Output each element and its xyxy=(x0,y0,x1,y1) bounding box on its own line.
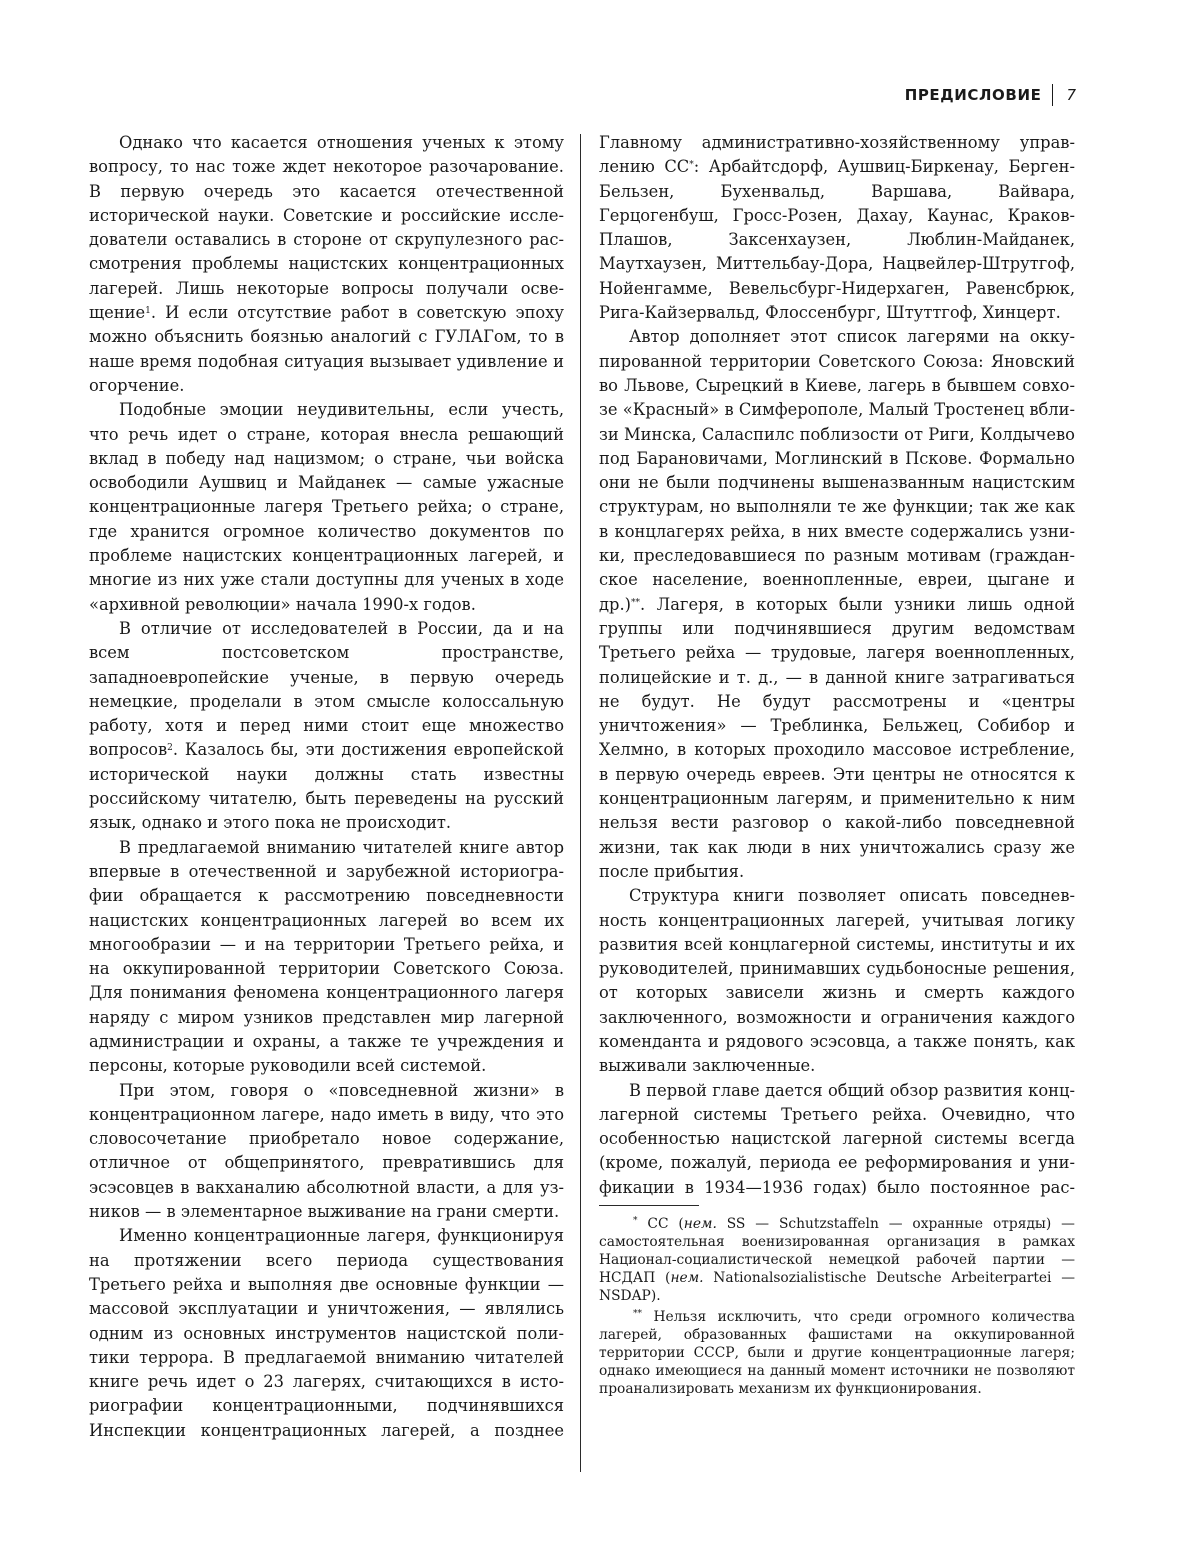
paragraph: Структура книги позволяет описать повседневность концентрационных лагерей, учитывая логику развития всей концлагерной системы, институты и их руководителей, принимавших судьбоносные решения, от которых зависели жизнь и смерть каждого заключенного, возможности и ограничения каждого коменданта и рядового эсэсовца, а также понять, как выживали заключенные. xyxy=(599,886,1075,1076)
paragraph: В первой главе дается общий обзор развития концлагерной системы Третьего рейха. Очевидно, что особенностью нацистской лагерной системы всегда (кроме, пожалуй, периода ее реформирования и унификации в 1934—1936 годах) было постоянное рас- xyxy=(599,1080,1075,1197)
section-title: ПРЕДИСЛОВИЕ xyxy=(904,86,1042,104)
footnote: ** Нельзя исключить, что среди огромного количества лагерей, образованных фашистами на оккупированной территории СССР, были и другие концентрационные лагеря; однако имеющиеся на данный момент источники не позволяют проанализировать механизм их функционирования. xyxy=(599,1309,1075,1397)
column-divider xyxy=(580,134,581,1472)
paragraph: Главному административно-хозяйственному управлению СС*: Арбайтсдорф, Аушвиц-Биркенау, Берген-Бельзен, Бухенвальд, Варшава, Вайвара, Герцогенбуш, Гросс-Розен, Дахау, Каунас, Краков-Плашов, Заксенхаузен, Люблин-Майданек, Маутхаузен, Миттельбау-Дора, Нацвейлер-Штрутгоф, Нойенгамме, Вевельсбург-Нидерхаген, Равенсбрюк, Рига-Кайзервальд, Флоссенбург, Штуттгоф, Хинцерт. xyxy=(599,133,1075,323)
header-separator xyxy=(1052,84,1053,106)
footnotes xyxy=(599,1215,1075,1398)
footnote-ref: 2 xyxy=(167,743,173,754)
footnote: * СС (нем. SS — Schutzstaffeln — охранные отряды) — самостоятельная военизированная организация в рамках Национал-социалистической немецкой рабочей партии — НСДАП (нем. Nationalsozialistische Deutsche Arbeiterpartei — NSDAP). xyxy=(599,1216,1075,1304)
footnote-ref: 1 xyxy=(145,306,151,317)
paragraph: Подобные эмоции неудивительны, если учесть, что речь идет о стране, которая внесла решающий вклад в победу над нацизмом; о стране, чьи войска освободили Аушвиц и Майданек — самые ужасные концентрационные лагеря Третьего рейха; о стране, где хранится огромное количество документов по проблеме нацистских концентрационных лагерей, и многие из них уже стали доступны для ученых в ходе «архивной революции» начала 1990-х годов. xyxy=(89,400,564,614)
paragraph: В отличие от исследователей в России, да и на всем постсоветском пространстве, западноевропейские ученые, в первую очередь немецкие, проделали в этом смысле колоссальную работу, хотя и перед ними стоит еще множество вопросов$^2$. Казалось бы, эти достижения европейской исторической науки должны стать известны российскому читателю, быть переведены на русский язык, однако и этого пока не происходит. xyxy=(89,618,564,833)
paragraph: Однако что касается отношения ученых к этому вопросу, то нас тоже ждет некоторое разочарование. В первую очередь это касается отечественной исторической науки. Советские и российские исследователи оставались в стороне от скрупулезного рассмотрения проблемы нацистских концентрационных лагерей. Лишь некоторые вопросы получали освещение$^1$. И если отсутствие работ в советскую эпоху можно объяснить боязнью аналогий с ГУЛАГом, то в наше время подобная ситуация вызывает удивление и огорчение. xyxy=(89,133,564,395)
left-column xyxy=(89,131,564,1443)
right-column xyxy=(599,131,1075,1200)
footnote-ref: ** xyxy=(630,597,640,608)
paragraph: В предлагаемой вниманию читателей книге автор впервые в отечественной и зарубежной историографии обращается к рассмотрению повседневности нацистских концентрационных лагерей во всем их многообразии — и на территории Третьего рейха, и на оккупированной территории Советского Союза. Для понимания феномена концентрационного лагеря наряду с миром узников представлен мир лагерной администрации и охраны, а также те учреждения и персоны, которые руководили всей системой. xyxy=(89,837,564,1076)
paragraph: При этом, говоря о «повседневной жизни» в концентрационном лагере, надо иметь в виду, что это словосочетание приобретало новое содержание, отличное от общепринятого, превратившись для эсэсовцев в вакханалию абсолютной власти, а для узников — в элементарное выживание на грани смерти. xyxy=(89,1080,564,1222)
footnote-rule xyxy=(599,1205,699,1206)
paragraph: Автор дополняет этот список лагерями на оккупированной территории Советского Союза: Яновский во Львове, Сырецкий в Киеве, лагерь в бывшем совхозе «Красный» в Симферополе, Малый Тростенец вблизи Минска, Саласпилс поблизости от Риги, Колдычево под Барановичами, Моглинский в Пскове. Формально они не были подчинены вышеназванным нацистским структурам, но выполняли те же функции; так же как в концлагерях рейха, в них вместе содержались узники, преследовавшиеся по разным мотивам (гражданское население, военнопленные, евреи, цыгане и др.)**. Лагеря, в которых были узники лишь одной группы или подчинявшиеся другим ведомствам Третьего рейха — трудовые, лагеря военнопленных, полицейские и т. д., — в данной книге затрагиваться не будут. Не будут рассмотрены и «центры уничтожения» — Треблинка, Бельжец, Собибор и Хелмно, в которых проходило массовое истребление, в первую очередь евреев. Эти центры не относятся к концентрационным лагерям, и применительно к ним нельзя вести разговор о какой-либо повседневной жизни, так как люди в них уничтожались сразу же после прибытия. xyxy=(599,327,1075,881)
running-header xyxy=(905,84,1076,106)
paragraph: Именно концентрационные лагеря, функционируя на протяжении всего периода существования Третьего рейха и выполняя две основные функции — массовой эксплуатации и уничтожения, — являлись одним из основных инструментов нацистской политики террора. В предлагаемой вниманию читателей книге речь идет о 23 лагерях, считающихся в историографии концентрационными, подчинявшихся Инспекции концентрационных лагерей, а позднее xyxy=(89,1226,564,1440)
page-number: 7 xyxy=(1066,86,1076,104)
footnote-ref: * xyxy=(689,160,694,171)
